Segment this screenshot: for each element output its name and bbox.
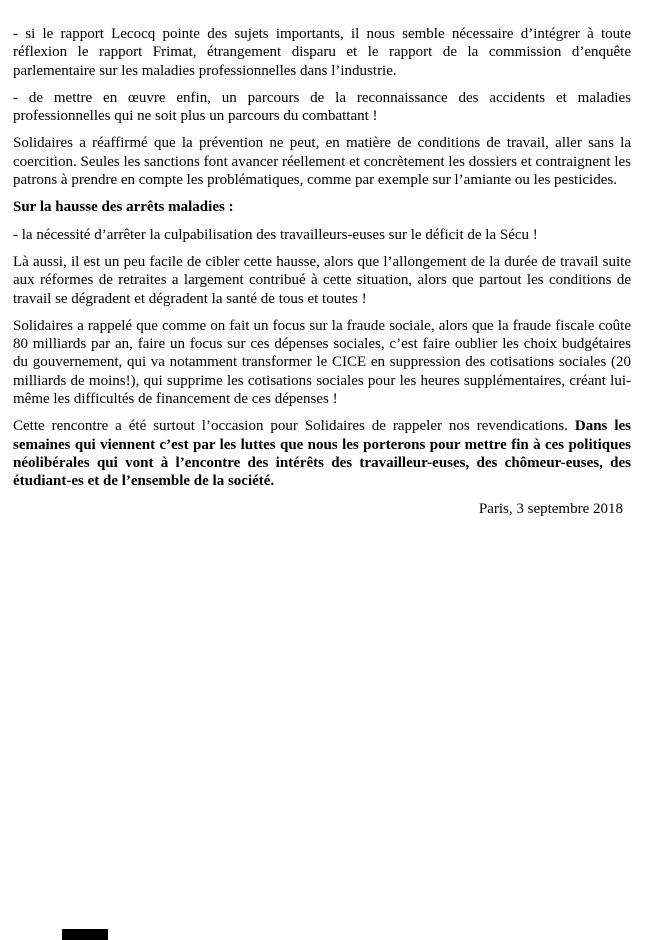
section-heading-arrets-maladies: Sur la hausse des arrêts maladies : — [13, 199, 234, 216]
paragraph-prevention-coercition: Solidaires a réaffirmé que la prévention ne peut, en matière de conditions de travail, aller sans la coercition. Seules les sanctions font avancer réellement et concrètement les dossiers et contraignent les patrons à prendre en compte les problématiques, comme par exemple sur l’amiante ou les pesticides. — [13, 135, 631, 189]
paragraph-reconnaissance-parcours: - de mettre en œuvre enfin, un parcours de la reconnaissance des accidents et maladies professionnelles qui ne soit plus un parcours du combattant ! — [13, 89, 631, 125]
date-line: Paris, 3 septembre 2018 — [478, 500, 623, 517]
conclusion-bold-text: Dans les semaines qui viennent c’est par les luttes que nous les porterons pour mettre fin à ces politiques néolibérales qui vont à l’encontre des intérêts des travailleur-euses, des chômeur-euses, des étudiant-es et de l’ensemble de la société. — [13, 418, 631, 490]
paragraph-culpabilisation: - la nécessité d’arrêter la culpabilisation des travailleurs-euses sur le déficit de la Sécu ! — [13, 226, 538, 243]
paragraph-lecocq-report: - si le rapport Lecocq pointe des sujets importants, il nous semble nécessaire d’intégrer à toute réflexion le rapport Frimat, étrangement disparu et le rapport de la commission d’enquête parlementaire sur les maladies professionnelles dans l’industrie. — [13, 26, 631, 79]
footer-mark — [62, 929, 108, 940]
paragraph-conclusion — [13, 417, 631, 490]
conclusion-normal-text: Cette rencontre a été surtout l’occasion pour Solidaires de rappeler nos revendications. — [13, 418, 575, 435]
paragraph-hausse-conditions-travail: Là aussi, il est un peu facile de cibler cette hausse, alors que l’allongement de la durée de travail suite aux réformes de retraites a largement contribué à cette situation, alors que partout les conditions de travail se dégradent et dégradent la santé de tous et toutes ! — [13, 253, 631, 307]
paragraph-fraude-sociale-fiscale: Solidaires a rappelé que comme on fait un focus sur la fraude sociale, alors que la fraude fiscale coûte 80 milliards par an, faire un focus sur ces dépenses sociales, c’est faire oublier les choix budgétaires du gouvernement, qui va notamment transformer le CICE en suppression des cotisations sociales (20 milliards de moins!), qui supprime les cotisations sociales pour les heures supplémentaires, créant lui-même les difficultés de financement de ces dépenses ! — [13, 317, 631, 408]
